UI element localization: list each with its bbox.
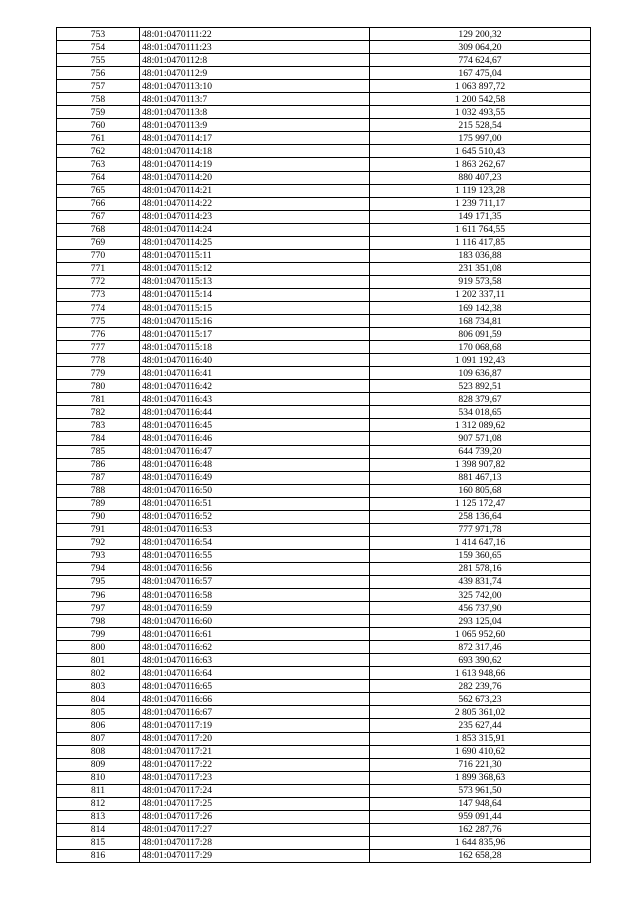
table-row [57, 41, 591, 54]
table-row [57, 549, 591, 562]
cadastral-number-cell: 48:01:0470116:43 [140, 393, 370, 406]
cadastral-value-cell: 716 221,30 [370, 758, 591, 771]
row-number-cell: 783 [57, 419, 140, 432]
cadastral-value-cell: 168 734,81 [370, 315, 591, 328]
row-number-cell: 780 [57, 380, 140, 393]
cadastral-value-cell: 1 690 410,62 [370, 745, 591, 758]
cadastral-number-cell: 48:01:0470116:60 [140, 615, 370, 628]
cadastral-number-cell: 48:01:0470111:22 [140, 28, 370, 41]
table-row [57, 471, 591, 484]
cadastral-number-cell: 48:01:0470117:22 [140, 758, 370, 771]
row-number-cell: 770 [57, 249, 140, 262]
cadastral-number-cell: 48:01:0470114:20 [140, 171, 370, 184]
cadastral-number-cell: 48:01:0470114:25 [140, 236, 370, 249]
cadastral-value-cell: 1 032 493,55 [370, 106, 591, 119]
cadastral-value-cell: 573 961,50 [370, 784, 591, 797]
table-row [57, 797, 591, 810]
cadastral-value-cell: 959 091,44 [370, 810, 591, 823]
table-row [57, 93, 591, 106]
cadastral-number-cell: 48:01:0470116:50 [140, 484, 370, 497]
cadastral-number-cell: 48:01:0470116:42 [140, 380, 370, 393]
table-row [57, 288, 591, 301]
cadastral-value-cell: 907 571,08 [370, 432, 591, 445]
cadastral-number-cell: 48:01:0470116:47 [140, 445, 370, 458]
table-row [57, 510, 591, 523]
row-number-cell: 757 [57, 80, 140, 93]
row-number-cell: 810 [57, 771, 140, 784]
cadastral-number-cell: 48:01:0470117:29 [140, 849, 370, 862]
table-row [57, 145, 591, 158]
row-number-cell: 774 [57, 301, 140, 314]
table-row [57, 106, 591, 119]
row-number-cell: 759 [57, 106, 140, 119]
row-number-cell: 814 [57, 823, 140, 836]
cadastral-number-cell: 48:01:0470116:54 [140, 536, 370, 549]
cadastral-number-cell: 48:01:0470117:21 [140, 745, 370, 758]
table-row [57, 367, 591, 380]
row-number-cell: 803 [57, 680, 140, 693]
cadastral-number-cell: 48:01:0470114:17 [140, 132, 370, 145]
table-row [57, 184, 591, 197]
cadastral-number-cell: 48:01:0470114:19 [140, 158, 370, 171]
row-number-cell: 813 [57, 810, 140, 823]
table-row [57, 732, 591, 745]
cadastral-value-cell: 919 573,58 [370, 275, 591, 288]
cadastral-number-cell: 48:01:0470116:56 [140, 562, 370, 575]
cadastral-value-cell: 159 360,65 [370, 549, 591, 562]
row-number-cell: 779 [57, 367, 140, 380]
table-row [57, 354, 591, 367]
cadastral-value-cell: 1 239 711,17 [370, 197, 591, 210]
row-number-cell: 777 [57, 341, 140, 354]
table-row [57, 575, 591, 588]
table-row [57, 849, 591, 862]
table-row [57, 758, 591, 771]
table-row [57, 119, 591, 132]
cadastral-number-cell: 48:01:0470116:51 [140, 497, 370, 510]
cadastral-number-cell: 48:01:0470111:23 [140, 41, 370, 54]
table-row [57, 432, 591, 445]
cadastral-number-cell: 48:01:0470116:48 [140, 458, 370, 471]
cadastral-number-cell: 48:01:0470114:23 [140, 210, 370, 223]
table-row [57, 745, 591, 758]
row-number-cell: 754 [57, 41, 140, 54]
cadastral-number-cell: 48:01:0470115:17 [140, 328, 370, 341]
row-number-cell: 804 [57, 693, 140, 706]
table-row [57, 249, 591, 262]
row-number-cell: 792 [57, 536, 140, 549]
cadastral-number-cell: 48:01:0470117:27 [140, 823, 370, 836]
cadastral-number-cell: 48:01:0470116:49 [140, 471, 370, 484]
cadastral-number-cell: 48:01:0470117:23 [140, 771, 370, 784]
row-number-cell: 778 [57, 354, 140, 367]
table-row [57, 341, 591, 354]
table-row [57, 589, 591, 602]
table-row [57, 54, 591, 67]
table-row [57, 458, 591, 471]
cadastral-number-cell: 48:01:0470116:46 [140, 432, 370, 445]
row-number-cell: 764 [57, 171, 140, 184]
cadastral-value-cell: 281 578,16 [370, 562, 591, 575]
row-number-cell: 758 [57, 93, 140, 106]
cadastral-number-cell: 48:01:0470112:9 [140, 67, 370, 80]
cadastral-number-cell: 48:01:0470116:62 [140, 641, 370, 654]
cadastral-value-cell: 1 853 315,91 [370, 732, 591, 745]
row-number-cell: 781 [57, 393, 140, 406]
table-body [57, 28, 591, 863]
row-number-cell: 812 [57, 797, 140, 810]
table-row [57, 823, 591, 836]
cadastral-number-cell: 48:01:0470115:18 [140, 341, 370, 354]
row-number-cell: 753 [57, 28, 140, 41]
cadastral-value-cell: 175 997,00 [370, 132, 591, 145]
row-number-cell: 802 [57, 667, 140, 680]
cadastral-value-cell: 325 742,00 [370, 589, 591, 602]
row-number-cell: 786 [57, 458, 140, 471]
cadastral-value-table [56, 27, 591, 863]
table-row [57, 328, 591, 341]
cadastral-value-cell: 1 611 764,55 [370, 223, 591, 236]
table-row [57, 771, 591, 784]
row-number-cell: 794 [57, 562, 140, 575]
cadastral-value-cell: 774 624,67 [370, 54, 591, 67]
cadastral-number-cell: 48:01:0470116:45 [140, 419, 370, 432]
cadastral-number-cell: 48:01:0470114:22 [140, 197, 370, 210]
row-number-cell: 807 [57, 732, 140, 745]
table-row [57, 132, 591, 145]
table-row [57, 210, 591, 223]
cadastral-value-cell: 170 068,68 [370, 341, 591, 354]
cadastral-number-cell: 48:01:0470115:15 [140, 301, 370, 314]
cadastral-number-cell: 48:01:0470117:25 [140, 797, 370, 810]
cadastral-value-cell: 1 899 368,63 [370, 771, 591, 784]
table-row [57, 536, 591, 549]
table-row [57, 445, 591, 458]
cadastral-value-cell: 828 379,67 [370, 393, 591, 406]
table-row [57, 393, 591, 406]
cadastral-value-cell: 1 119 123,28 [370, 184, 591, 197]
table-row [57, 641, 591, 654]
cadastral-value-cell: 1 091 192,43 [370, 354, 591, 367]
row-number-cell: 797 [57, 602, 140, 615]
cadastral-number-cell: 48:01:0470116:53 [140, 523, 370, 536]
table-row [57, 28, 591, 41]
row-number-cell: 790 [57, 510, 140, 523]
table-row [57, 654, 591, 667]
table-row [57, 497, 591, 510]
row-number-cell: 809 [57, 758, 140, 771]
cadastral-number-cell: 48:01:0470116:59 [140, 602, 370, 615]
row-number-cell: 795 [57, 575, 140, 588]
cadastral-value-cell: 872 317,46 [370, 641, 591, 654]
table-row [57, 484, 591, 497]
row-number-cell: 801 [57, 654, 140, 667]
table-row [57, 67, 591, 80]
row-number-cell: 811 [57, 784, 140, 797]
row-number-cell: 773 [57, 288, 140, 301]
cadastral-number-cell: 48:01:0470116:57 [140, 575, 370, 588]
cadastral-value-cell: 1 644 835,96 [370, 836, 591, 849]
cadastral-value-cell: 1 312 089,62 [370, 419, 591, 432]
cadastral-value-cell: 693 390,62 [370, 654, 591, 667]
cadastral-number-cell: 48:01:0470117:20 [140, 732, 370, 745]
table-row [57, 680, 591, 693]
cadastral-number-cell: 48:01:0470114:21 [140, 184, 370, 197]
row-number-cell: 766 [57, 197, 140, 210]
row-number-cell: 771 [57, 262, 140, 275]
table-row [57, 628, 591, 641]
table-row [57, 406, 591, 419]
row-number-cell: 806 [57, 719, 140, 732]
table-row [57, 667, 591, 680]
table-row [57, 706, 591, 719]
cadastral-value-cell: 231 351,08 [370, 262, 591, 275]
row-number-cell: 762 [57, 145, 140, 158]
row-number-cell: 782 [57, 406, 140, 419]
row-number-cell: 760 [57, 119, 140, 132]
cadastral-value-cell: 129 200,32 [370, 28, 591, 41]
row-number-cell: 761 [57, 132, 140, 145]
cadastral-number-cell: 48:01:0470116:41 [140, 367, 370, 380]
cadastral-value-cell: 523 892,51 [370, 380, 591, 393]
table-row [57, 562, 591, 575]
cadastral-value-cell: 309 064,20 [370, 41, 591, 54]
row-number-cell: 769 [57, 236, 140, 249]
cadastral-number-cell: 48:01:0470116:58 [140, 589, 370, 602]
table-row [57, 380, 591, 393]
cadastral-value-cell: 167 475,04 [370, 67, 591, 80]
cadastral-number-cell: 48:01:0470113:10 [140, 80, 370, 93]
cadastral-value-cell: 282 239,76 [370, 680, 591, 693]
row-number-cell: 815 [57, 836, 140, 849]
cadastral-number-cell: 48:01:0470116:67 [140, 706, 370, 719]
cadastral-number-cell: 48:01:0470116:61 [140, 628, 370, 641]
cadastral-number-cell: 48:01:0470116:65 [140, 680, 370, 693]
cadastral-value-cell: 183 036,88 [370, 249, 591, 262]
cadastral-value-cell: 235 627,44 [370, 719, 591, 732]
table-row [57, 158, 591, 171]
cadastral-number-cell: 48:01:0470112:8 [140, 54, 370, 67]
cadastral-number-cell: 48:01:0470113:7 [140, 93, 370, 106]
table-row [57, 693, 591, 706]
cadastral-value-cell: 1 202 337,11 [370, 288, 591, 301]
table-row [57, 602, 591, 615]
cadastral-number-cell: 48:01:0470116:40 [140, 354, 370, 367]
cadastral-value-cell: 1 863 262,67 [370, 158, 591, 171]
row-number-cell: 768 [57, 223, 140, 236]
cadastral-value-cell: 215 528,54 [370, 119, 591, 132]
row-number-cell: 785 [57, 445, 140, 458]
cadastral-number-cell: 48:01:0470117:28 [140, 836, 370, 849]
cadastral-value-cell: 1 414 647,16 [370, 536, 591, 549]
table-row [57, 80, 591, 93]
cadastral-number-cell: 48:01:0470117:24 [140, 784, 370, 797]
row-number-cell: 763 [57, 158, 140, 171]
cadastral-value-cell: 293 125,04 [370, 615, 591, 628]
cadastral-value-cell: 456 737,90 [370, 602, 591, 615]
cadastral-value-cell: 1 063 897,72 [370, 80, 591, 93]
cadastral-number-cell: 48:01:0470113:9 [140, 119, 370, 132]
table-row [57, 275, 591, 288]
cadastral-value-cell: 880 407,23 [370, 171, 591, 184]
cadastral-value-cell: 2 805 361,02 [370, 706, 591, 719]
cadastral-value-cell: 1 613 948,66 [370, 667, 591, 680]
cadastral-number-cell: 48:01:0470117:26 [140, 810, 370, 823]
cadastral-number-cell: 48:01:0470113:8 [140, 106, 370, 119]
table-row [57, 315, 591, 328]
cadastral-value-cell: 1 125 172,47 [370, 497, 591, 510]
cadastral-number-cell: 48:01:0470115:14 [140, 288, 370, 301]
cadastral-number-cell: 48:01:0470115:16 [140, 315, 370, 328]
row-number-cell: 793 [57, 549, 140, 562]
table-row [57, 197, 591, 210]
cadastral-value-cell: 162 658,28 [370, 849, 591, 862]
row-number-cell: 816 [57, 849, 140, 862]
cadastral-value-cell: 534 018,65 [370, 406, 591, 419]
row-number-cell: 798 [57, 615, 140, 628]
cadastral-value-cell: 1 065 952,60 [370, 628, 591, 641]
cadastral-number-cell: 48:01:0470115:12 [140, 262, 370, 275]
table-row [57, 719, 591, 732]
cadastral-value-cell: 162 287,76 [370, 823, 591, 836]
cadastral-number-cell: 48:01:0470115:13 [140, 275, 370, 288]
cadastral-value-cell: 147 948,64 [370, 797, 591, 810]
row-number-cell: 776 [57, 328, 140, 341]
cadastral-value-cell: 1 200 542,58 [370, 93, 591, 106]
cadastral-value-cell: 149 171,35 [370, 210, 591, 223]
table-row [57, 223, 591, 236]
table-row [57, 262, 591, 275]
row-number-cell: 787 [57, 471, 140, 484]
cadastral-number-cell: 48:01:0470116:66 [140, 693, 370, 706]
cadastral-value-cell: 160 805,68 [370, 484, 591, 497]
row-number-cell: 755 [57, 54, 140, 67]
row-number-cell: 767 [57, 210, 140, 223]
cadastral-value-cell: 1 116 417,85 [370, 236, 591, 249]
row-number-cell: 800 [57, 641, 140, 654]
row-number-cell: 789 [57, 497, 140, 510]
row-number-cell: 796 [57, 589, 140, 602]
row-number-cell: 808 [57, 745, 140, 758]
table-row [57, 836, 591, 849]
table-row [57, 171, 591, 184]
cadastral-value-cell: 1 398 907,82 [370, 458, 591, 471]
cadastral-value-cell: 806 091,59 [370, 328, 591, 341]
table-row [57, 419, 591, 432]
cadastral-number-cell: 48:01:0470117:19 [140, 719, 370, 732]
table-row [57, 615, 591, 628]
cadastral-value-cell: 777 971,78 [370, 523, 591, 536]
cadastral-value-cell: 1 645 510,43 [370, 145, 591, 158]
cadastral-value-cell: 169 142,38 [370, 301, 591, 314]
cadastral-number-cell: 48:01:0470114:24 [140, 223, 370, 236]
table-row [57, 810, 591, 823]
table-row [57, 784, 591, 797]
cadastral-value-cell: 562 673,23 [370, 693, 591, 706]
table-row [57, 301, 591, 314]
cadastral-value-cell: 258 136,64 [370, 510, 591, 523]
cadastral-number-cell: 48:01:0470116:63 [140, 654, 370, 667]
row-number-cell: 799 [57, 628, 140, 641]
cadastral-number-cell: 48:01:0470114:18 [140, 145, 370, 158]
row-number-cell: 784 [57, 432, 140, 445]
row-number-cell: 772 [57, 275, 140, 288]
row-number-cell: 791 [57, 523, 140, 536]
cadastral-number-cell: 48:01:0470116:44 [140, 406, 370, 419]
row-number-cell: 775 [57, 315, 140, 328]
row-number-cell: 756 [57, 67, 140, 80]
cadastral-number-cell: 48:01:0470116:52 [140, 510, 370, 523]
cadastral-value-cell: 439 831,74 [370, 575, 591, 588]
cadastral-value-cell: 644 739,20 [370, 445, 591, 458]
cadastral-number-cell: 48:01:0470115:11 [140, 249, 370, 262]
cadastral-value-cell: 881 467,13 [370, 471, 591, 484]
row-number-cell: 765 [57, 184, 140, 197]
table-row [57, 236, 591, 249]
cadastral-value-cell: 109 636,87 [370, 367, 591, 380]
table-row [57, 523, 591, 536]
row-number-cell: 788 [57, 484, 140, 497]
cadastral-number-cell: 48:01:0470116:64 [140, 667, 370, 680]
cadastral-number-cell: 48:01:0470116:55 [140, 549, 370, 562]
row-number-cell: 805 [57, 706, 140, 719]
